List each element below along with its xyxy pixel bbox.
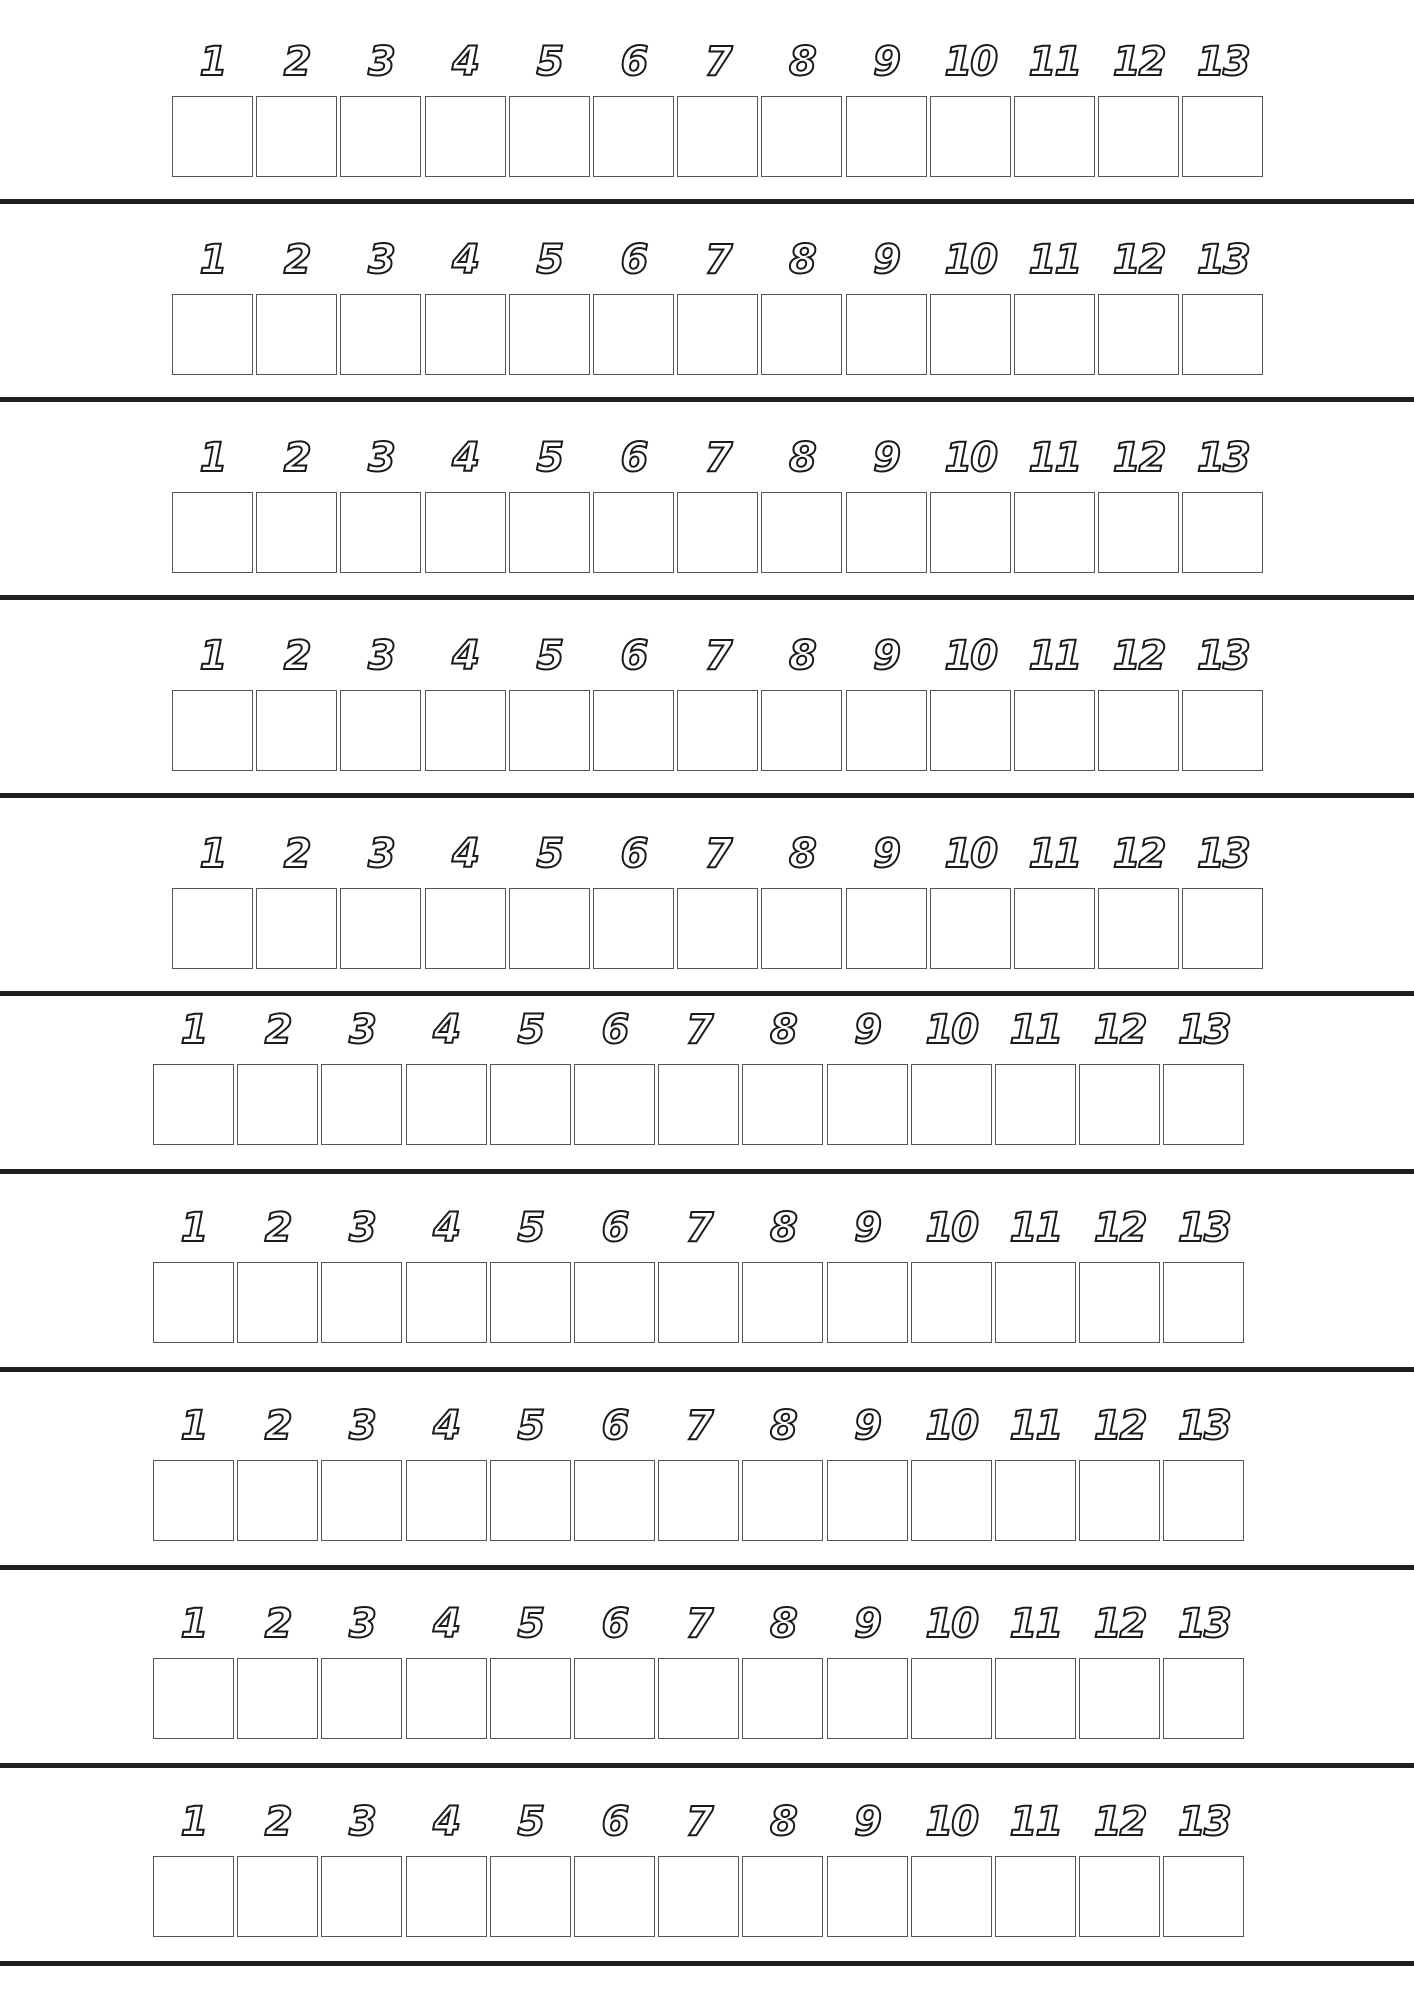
column-number-label: 2: [264, 1799, 291, 1845]
answer-box[interactable]: [321, 1262, 402, 1343]
answer-box[interactable]: [995, 1460, 1076, 1541]
column-number-label: 11: [1009, 1601, 1062, 1647]
answer-box[interactable]: [995, 1856, 1076, 1937]
column-number-label: 13: [1178, 1007, 1230, 1053]
column-number-label: 13: [1197, 237, 1249, 283]
column-number-label: 3: [348, 1205, 375, 1251]
column-number-label: 7: [704, 831, 731, 877]
answer-box[interactable]: [827, 1064, 908, 1145]
answer-box[interactable]: [911, 1064, 992, 1145]
answer-box[interactable]: [827, 1262, 908, 1343]
answer-box[interactable]: [406, 1460, 487, 1541]
column-number-label: 4: [433, 1601, 460, 1647]
column-number-label: 7: [685, 1007, 712, 1053]
column-number-label: 4: [452, 831, 479, 877]
column-number-label: 12: [1093, 1601, 1146, 1647]
answer-box[interactable]: [1079, 1658, 1160, 1739]
answer-box[interactable]: [172, 888, 253, 969]
column-number-label: 3: [348, 1601, 375, 1647]
answer-box[interactable]: [237, 1658, 318, 1739]
answer-box[interactable]: [256, 492, 337, 573]
column-number-label: 13: [1197, 831, 1249, 877]
answer-box[interactable]: [593, 888, 674, 969]
column-number-label: 7: [685, 1205, 712, 1251]
answer-box[interactable]: [256, 294, 337, 375]
answer-box[interactable]: [509, 492, 590, 573]
column-number-label: 2: [283, 39, 310, 85]
answer-box[interactable]: [425, 492, 506, 573]
answer-box[interactable]: [1014, 294, 1095, 375]
answer-box[interactable]: [321, 1856, 402, 1937]
answer-box[interactable]: [1098, 888, 1179, 969]
answer-box[interactable]: [1098, 492, 1179, 573]
answer-box[interactable]: [1182, 96, 1263, 177]
answer-box[interactable]: [490, 1658, 571, 1739]
answer-box[interactable]: [321, 1460, 402, 1541]
answer-box[interactable]: [1079, 1262, 1160, 1343]
answer-box[interactable]: [1182, 294, 1263, 375]
number-strip: [0, 428, 1414, 578]
answer-box[interactable]: [237, 1460, 318, 1541]
answer-box[interactable]: [1014, 888, 1095, 969]
answer-box[interactable]: [995, 1658, 1076, 1739]
column-number-label: 12: [1093, 1799, 1146, 1845]
answer-box[interactable]: [425, 294, 506, 375]
answer-box[interactable]: [574, 1460, 655, 1541]
answer-box[interactable]: [658, 1262, 739, 1343]
answer-box[interactable]: [509, 96, 590, 177]
column-number-label: 13: [1178, 1799, 1230, 1845]
number-strip: [0, 626, 1414, 776]
column-number-label: 2: [264, 1007, 291, 1053]
answer-box[interactable]: [658, 1658, 739, 1739]
answer-box[interactable]: [1098, 96, 1179, 177]
column-number-label: 11: [1009, 1205, 1062, 1251]
column-number-label: 3: [348, 1007, 375, 1053]
column-number-label: 1: [180, 1799, 207, 1845]
answer-box[interactable]: [237, 1856, 318, 1937]
column-number-label: 1: [180, 1205, 207, 1251]
answer-box[interactable]: [1163, 1460, 1244, 1541]
answer-box[interactable]: [574, 1064, 655, 1145]
column-number-label: 8: [788, 633, 815, 679]
column-number-label: 7: [685, 1799, 712, 1845]
answer-box[interactable]: [677, 888, 758, 969]
column-number-label: 9: [873, 237, 900, 283]
column-number-label: 4: [452, 39, 479, 85]
column-number-label: 6: [620, 633, 647, 679]
column-number-label: 10: [944, 831, 997, 877]
column-number-label: 5: [517, 1799, 544, 1845]
answer-box[interactable]: [930, 294, 1011, 375]
column-number-label: 4: [452, 633, 479, 679]
column-number-label: 11: [1028, 831, 1081, 877]
answer-box[interactable]: [490, 1460, 571, 1541]
answer-box[interactable]: [172, 294, 253, 375]
answer-box[interactable]: [574, 1658, 655, 1739]
answer-box[interactable]: [256, 888, 337, 969]
answer-box[interactable]: [827, 1658, 908, 1739]
column-number-label: 5: [536, 39, 563, 85]
answer-box[interactable]: [256, 96, 337, 177]
answer-box[interactable]: [742, 1856, 823, 1937]
column-number-label: 11: [1028, 633, 1081, 679]
answer-box[interactable]: [172, 96, 253, 177]
answer-box[interactable]: [153, 1658, 234, 1739]
column-number-label: 11: [1009, 1799, 1062, 1845]
answer-box[interactable]: [425, 690, 506, 771]
column-number-label: 1: [180, 1403, 207, 1449]
answer-box[interactable]: [172, 492, 253, 573]
column-number-label: 10: [925, 1799, 978, 1845]
number-strip: [0, 32, 1414, 182]
answer-box[interactable]: [658, 1064, 739, 1145]
column-number-label: 1: [199, 237, 226, 283]
answer-box[interactable]: [1079, 1064, 1160, 1145]
column-number-label: 13: [1178, 1403, 1230, 1449]
column-number-label: 12: [1093, 1205, 1146, 1251]
number-strip: [0, 1792, 1414, 1942]
answer-box[interactable]: [340, 294, 421, 375]
answer-box[interactable]: [1098, 294, 1179, 375]
column-number-label: 13: [1197, 435, 1249, 481]
answer-box[interactable]: [761, 96, 842, 177]
answer-box[interactable]: [256, 690, 337, 771]
column-number-label: 10: [925, 1205, 978, 1251]
column-number-label: 5: [536, 435, 563, 481]
answer-box[interactable]: [321, 1658, 402, 1739]
column-number-label: 6: [601, 1007, 628, 1053]
answer-box[interactable]: [490, 1856, 571, 1937]
column-number-label: 2: [283, 435, 310, 481]
column-number-label: 7: [685, 1403, 712, 1449]
number-strip: [0, 1198, 1414, 1348]
column-number-label: 9: [873, 633, 900, 679]
column-number-label: 11: [1028, 39, 1081, 85]
answer-box[interactable]: [425, 96, 506, 177]
answer-box[interactable]: [574, 1856, 655, 1937]
answer-box[interactable]: [1163, 1658, 1244, 1739]
column-number-label: 12: [1112, 237, 1165, 283]
column-number-label: 7: [704, 435, 731, 481]
column-number-label: 5: [517, 1205, 544, 1251]
column-number-label: 6: [601, 1403, 628, 1449]
column-number-label: 5: [517, 1403, 544, 1449]
answer-box[interactable]: [593, 690, 674, 771]
column-number-label: 9: [854, 1601, 881, 1647]
column-number-label: 1: [180, 1601, 207, 1647]
answer-box[interactable]: [930, 690, 1011, 771]
column-number-label: 10: [944, 237, 997, 283]
column-number-label: 3: [348, 1799, 375, 1845]
answer-box[interactable]: [172, 690, 253, 771]
cut-line-divider: [0, 793, 1414, 798]
answer-box[interactable]: [1014, 96, 1095, 177]
column-number-label: 2: [264, 1403, 291, 1449]
cut-line-divider: [0, 199, 1414, 204]
column-number-label: 12: [1112, 633, 1165, 679]
answer-box[interactable]: [593, 96, 674, 177]
column-number-label: 7: [685, 1601, 712, 1647]
column-number-label: 12: [1112, 435, 1165, 481]
answer-box[interactable]: [995, 1064, 1076, 1145]
column-number-label: 11: [1009, 1007, 1062, 1053]
number-strip: [0, 1594, 1414, 1744]
column-number-label: 6: [620, 831, 647, 877]
column-number-label: 7: [704, 633, 731, 679]
column-number-label: 8: [788, 435, 815, 481]
answer-box[interactable]: [153, 1856, 234, 1937]
column-number-label: 6: [601, 1799, 628, 1845]
column-number-label: 3: [367, 39, 394, 85]
answer-box[interactable]: [677, 690, 758, 771]
answer-box[interactable]: [761, 888, 842, 969]
column-number-label: 2: [283, 237, 310, 283]
column-number-label: 2: [283, 831, 310, 877]
answer-box[interactable]: [490, 1262, 571, 1343]
column-number-label: 10: [925, 1601, 978, 1647]
cut-line-divider: [0, 1763, 1414, 1768]
column-number-label: 10: [925, 1007, 978, 1053]
answer-box[interactable]: [593, 294, 674, 375]
answer-box[interactable]: [237, 1262, 318, 1343]
column-number-label: 12: [1093, 1403, 1146, 1449]
column-number-label: 4: [433, 1403, 460, 1449]
column-number-label: 4: [452, 237, 479, 283]
column-number-label: 6: [620, 39, 647, 85]
answer-box[interactable]: [340, 492, 421, 573]
answer-box[interactable]: [406, 1856, 487, 1937]
column-number-label: 2: [283, 633, 310, 679]
column-number-label: 8: [788, 831, 815, 877]
answer-box[interactable]: [761, 690, 842, 771]
column-number-label: 9: [854, 1007, 881, 1053]
column-number-label: 7: [704, 39, 731, 85]
answer-box[interactable]: [153, 1460, 234, 1541]
column-number-label: 9: [873, 39, 900, 85]
answer-box[interactable]: [509, 690, 590, 771]
answer-box[interactable]: [1014, 690, 1095, 771]
answer-box[interactable]: [425, 888, 506, 969]
number-strip: [0, 230, 1414, 380]
answer-box[interactable]: [677, 96, 758, 177]
answer-box[interactable]: [930, 96, 1011, 177]
cut-line-divider: [0, 1169, 1414, 1174]
answer-box[interactable]: [1014, 492, 1095, 573]
answer-box[interactable]: [490, 1064, 571, 1145]
answer-box[interactable]: [406, 1064, 487, 1145]
column-number-label: 8: [769, 1007, 796, 1053]
column-number-label: 9: [854, 1799, 881, 1845]
column-number-label: 8: [769, 1799, 796, 1845]
column-number-label: 9: [854, 1205, 881, 1251]
answer-box[interactable]: [742, 1460, 823, 1541]
number-strip: [0, 1396, 1414, 1546]
column-number-label: 3: [367, 237, 394, 283]
number-strip: [0, 1000, 1414, 1150]
column-number-label: 12: [1112, 39, 1165, 85]
column-number-label: 12: [1112, 831, 1165, 877]
cut-line-divider: [0, 991, 1414, 996]
column-number-label: 11: [1028, 435, 1081, 481]
answer-box[interactable]: [340, 690, 421, 771]
column-number-label: 8: [769, 1601, 796, 1647]
answer-box[interactable]: [742, 1262, 823, 1343]
cut-line-divider: [0, 397, 1414, 402]
column-number-label: 3: [367, 633, 394, 679]
column-number-label: 1: [180, 1007, 207, 1053]
column-number-label: 11: [1009, 1403, 1062, 1449]
answer-box[interactable]: [827, 1856, 908, 1937]
number-strip: [0, 824, 1414, 974]
column-number-label: 4: [433, 1007, 460, 1053]
column-number-label: 3: [367, 435, 394, 481]
column-number-label: 11: [1028, 237, 1081, 283]
answer-box[interactable]: [911, 1856, 992, 1937]
column-number-label: 3: [348, 1403, 375, 1449]
answer-box[interactable]: [1182, 690, 1263, 771]
answer-box[interactable]: [153, 1064, 234, 1145]
answer-box[interactable]: [1163, 1064, 1244, 1145]
column-number-label: 13: [1178, 1601, 1230, 1647]
answer-box[interactable]: [658, 1856, 739, 1937]
answer-box[interactable]: [846, 96, 927, 177]
column-number-label: 1: [199, 435, 226, 481]
column-number-label: 5: [517, 1601, 544, 1647]
column-number-label: 8: [769, 1205, 796, 1251]
answer-box[interactable]: [237, 1064, 318, 1145]
cut-line-divider: [0, 1367, 1414, 1372]
cut-line-divider: [0, 595, 1414, 600]
answer-box[interactable]: [509, 294, 590, 375]
answer-box[interactable]: [761, 294, 842, 375]
column-number-label: 4: [452, 435, 479, 481]
answer-box[interactable]: [1079, 1856, 1160, 1937]
answer-box[interactable]: [593, 492, 674, 573]
answer-box[interactable]: [742, 1064, 823, 1145]
column-number-label: 10: [944, 633, 997, 679]
answer-box[interactable]: [509, 888, 590, 969]
column-number-label: 7: [704, 237, 731, 283]
answer-box[interactable]: [995, 1262, 1076, 1343]
answer-box[interactable]: [930, 492, 1011, 573]
answer-box[interactable]: [846, 888, 927, 969]
answer-box[interactable]: [677, 492, 758, 573]
answer-box[interactable]: [677, 294, 758, 375]
answer-box[interactable]: [340, 96, 421, 177]
column-number-label: 3: [367, 831, 394, 877]
answer-box[interactable]: [406, 1262, 487, 1343]
column-number-label: 13: [1197, 633, 1249, 679]
column-number-label: 10: [925, 1403, 978, 1449]
answer-box[interactable]: [742, 1658, 823, 1739]
column-number-label: 9: [854, 1403, 881, 1449]
answer-box[interactable]: [1098, 690, 1179, 771]
column-number-label: 6: [601, 1205, 628, 1251]
column-number-label: 9: [873, 831, 900, 877]
answer-box[interactable]: [911, 1460, 992, 1541]
cut-line-divider: [0, 1961, 1414, 1966]
answer-box[interactable]: [1182, 888, 1263, 969]
answer-box[interactable]: [321, 1064, 402, 1145]
answer-box[interactable]: [1163, 1262, 1244, 1343]
column-number-label: 6: [620, 435, 647, 481]
column-number-label: 13: [1197, 39, 1249, 85]
answer-box[interactable]: [153, 1262, 234, 1343]
column-number-label: 4: [433, 1205, 460, 1251]
answer-box[interactable]: [846, 690, 927, 771]
answer-box[interactable]: [1079, 1460, 1160, 1541]
column-number-label: 5: [536, 831, 563, 877]
column-number-label: 1: [199, 831, 226, 877]
answer-box[interactable]: [930, 888, 1011, 969]
column-number-label: 6: [601, 1601, 628, 1647]
cut-line-divider: [0, 1565, 1414, 1570]
column-number-label: 4: [433, 1799, 460, 1845]
column-number-label: 2: [264, 1205, 291, 1251]
column-number-label: 2: [264, 1601, 291, 1647]
answer-box[interactable]: [761, 492, 842, 573]
column-number-label: 8: [788, 237, 815, 283]
column-number-label: 13: [1178, 1205, 1230, 1251]
answer-box[interactable]: [1182, 492, 1263, 573]
column-number-label: 8: [769, 1403, 796, 1449]
answer-box[interactable]: [340, 888, 421, 969]
column-number-label: 12: [1093, 1007, 1146, 1053]
answer-box[interactable]: [827, 1460, 908, 1541]
column-number-label: 5: [517, 1007, 544, 1053]
column-number-label: 10: [944, 39, 997, 85]
column-number-label: 6: [620, 237, 647, 283]
answer-box[interactable]: [658, 1460, 739, 1541]
column-number-label: 8: [788, 39, 815, 85]
column-number-label: 5: [536, 237, 563, 283]
answer-box[interactable]: [1163, 1856, 1244, 1937]
answer-box[interactable]: [406, 1658, 487, 1739]
column-number-label: 5: [536, 633, 563, 679]
column-number-label: 9: [873, 435, 900, 481]
answer-box[interactable]: [574, 1262, 655, 1343]
answer-box[interactable]: [846, 492, 927, 573]
answer-box[interactable]: [846, 294, 927, 375]
column-number-label: 1: [199, 39, 226, 85]
column-number-label: 10: [944, 435, 997, 481]
answer-box[interactable]: [911, 1262, 992, 1343]
answer-box[interactable]: [911, 1658, 992, 1739]
column-number-label: 1: [199, 633, 226, 679]
